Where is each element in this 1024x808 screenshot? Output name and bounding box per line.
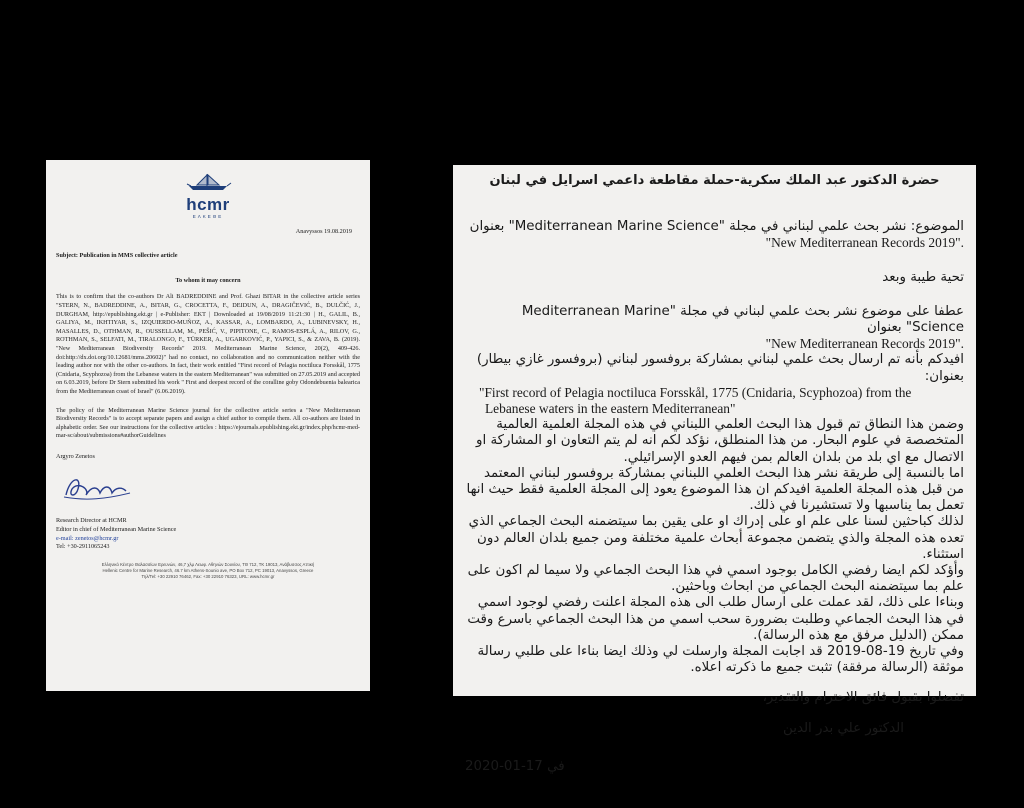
footer-english-address: Hellenic Centre for Marine Research, 46.7 km Athens-Sounio ave, PO Box 712, PC 19013, Anavyssos, Greece — [102, 567, 314, 573]
policy-paragraph: The policy of the Mediterranean Marine Science journal for the collective article series a "New Mediterranean Biodiversity Records" is to accept separate papers and assign a chief author to compile them. All co-authors are listed in alphabetic order. See our instructions for the collective articles : https://ejournals.epublishing.ekt.gr/index.php/hcmr-med-mar-sc/about/submissions#authorGuidelines — [56, 406, 360, 440]
subject-line-1: الموضوع: نشر بحث علمي لبناني في مجلة "Mediterranean Marine Science" بعنوان — [469, 219, 964, 235]
hcmr-logo — [56, 172, 360, 220]
para2: وضمن هذا النطاق تم قبول هذا البحث العلمي اللبناني في هذه المجلة العلمية العالمية المتخصصة في علوم البحار. من هذا المنطلق، نؤكد لكم انه لم يتم التعاون او المشاركة او الاتصال مع اي بلد من بلدان العالم بمن فيهم العدو الإسرائيلي. — [476, 417, 964, 465]
signature-line: الدكتور علي بدر الدين — [783, 720, 904, 736]
signer-name: Argyro Zenetos — [56, 452, 95, 460]
signer-email[interactable]: e-mail: zenetos@hcmr.gr — [56, 534, 119, 542]
letter-date: 2020-01-17 — [465, 758, 543, 774]
institution-footer — [56, 562, 360, 580]
footer-contact: Τηλ/Tel: +30 22910 76462, Fax: +30 22910 76323, URL: www.hcmr.gr — [141, 573, 275, 579]
ship-logo-icon — [183, 172, 233, 192]
signer-title-1: Research Director at HCMR — [56, 517, 127, 525]
hcmr-letter — [46, 160, 370, 691]
salutation: To whom it may concern — [175, 276, 241, 284]
para3: اما بالنسبة إلى طريقة نشر هذا البحث العلمي اللبناني بمشاركة بروفسور لبناني المعتمد من قبل هذه المجلة العلمية افيدكم ان هذا الموضوع يعود إلى المجلة العلمية فقط حيث انها تعمل بما يناسبها ولا تستشيرنا في ذلك. — [466, 465, 964, 514]
signature-icon — [56, 467, 136, 505]
greeting: تحية طيبة وبعد — [882, 269, 964, 285]
para5: وأؤكد لكم ايضا رفضي الكامل بوجود اسمي في هذا البحث الجماعي ولا سيما لم اكون على علم بما سيتضمنه البحث الجماعي من ابحاث وباحثين. — [467, 563, 964, 595]
para7: وفي تاريخ 19-08-2019 قد اجابت المجلة وارسلت لي وذلك ايضا بناءا على طلبي رسالة موثقة (الرسالة مرفقة) تثبت جميع ما ذكرته اعلاه. — [477, 644, 964, 676]
english-title-line-1: "First record of Pelagia noctiluca Forsskål, 1775 (Cnidaria, Scyphozoa) from the — [479, 384, 912, 400]
confirmation-paragraph: This is to confirm that the co-authors Dr Ali BADREDDINE and Prof. Ghazi BITAR in the collective article series "STERN, N., BADREDDINE, A., BITAR, G., CROCETTA, F., DEIDUN, A., DRAGIČEVIĆ, B., DULČIĆ, J., DURGHAM, http://epublishing.ekt.gr | e-Publisher: EKT | Downloaded at 19/08/2019 11:21:30 | H., GALIL, B., GALIYA, M., IKHTIYAR, S., IZQUIERDO-MUÑOZ, A., KASSAR, A., LOMBARDO, A., LUBINEVSKY, H., MASALLES, D., OTHMAN, R., OUSSELLAM, M., PEŠIĆ, V., PIPITONE, C., RAMOS-ESPLÁ, A., RILOV, G., ROTHMAN, S., SELFATI, M., TIRALONGO, F., TÜRKER, A., UGARKOVIĆ, P., YAPICI, S., & ZAVA, B. (2019). "New Mediterranean Biodiversity Records" 2019. Mediterranean Marine Science, 20(2), 409-426. doi:http://dx.doi.org/10.12681/mms.20602)" had no contact, no collaboration and no communication neither with the leading author nor with the other co-authors. In fact, their work entitled "First record of Pelagia noctiluca Forsskål, 1775 (Cnidaria, Scyphozoa) from the Lebanese waters in the eastern Mediterranean" was submitted on 27.05.2019 and accepted on 6.03.2019, before Dr Stern submitted his work " First and deepest record of the coralline goby Odondebuenia balearica from the Mediterranean coast of Israel" (6.06.2019). — [56, 293, 360, 395]
para4: لذلك كباحثين لسنا على علم او على إدراك او على يقين بما سيتضمنه البحث الجماعي الذي تعده هذه المجلة والذي يتضمن مجموعة أبحاث علمية مختلفة ومن جميع بلدان العالم دون استثناء. — [468, 514, 964, 562]
para1-line-2: "New Mediterranean Records 2019". — [765, 336, 964, 352]
para1-line-3: افيدكم بأنه تم ارسال بحث علمي لبناني بمشاركة بروفسور لبناني (بروفسور غازي بيطار) بعنوان: — [476, 352, 964, 384]
date-label: في — [547, 758, 565, 774]
signer-details — [56, 517, 360, 551]
arabic-letter — [453, 165, 976, 774]
para6: وبناءا على ذلك، لقد عملت على ارسال طلب الى هذه المجلة اعلنت رفضي لوجود اسمي في هذا البحث الجماعي وطلبت بضرورة سحب اسمي من هذا البحث الجماعي باسرع وقت ممكن (الدليل مرفق مع هذه الرسالة). — [467, 595, 964, 643]
date-line — [465, 759, 964, 775]
logo-name: hcmr — [186, 194, 230, 214]
para1-line-1: عطفا على موضوع نشر بحث علمي لبناني في مجلة "Mediterranean Marine Science" بعنوان — [521, 303, 964, 336]
logo-tagline: ΕΛΚΕΘΕ — [192, 213, 224, 219]
footer-greek-address: Ελληνικό Κέντρο Θαλασσίων Ερευνών, 46,7 χλμ Λεωφ. Αθηνών Σουνίου, ΤΘ 712, ΤΚ 19013, Ανάβυσσος Αττική — [101, 561, 315, 567]
signer-tel: Tel: +30-2911065243 — [56, 543, 110, 551]
signer-title-2: Editor in chief of Mediterranean Marine Science — [56, 526, 177, 534]
letter-subject: Subject: Publication in MMS collective article — [56, 252, 178, 260]
subject-line-2: "New Mediterranean Records 2019". — [765, 235, 964, 251]
letter-date: Anavyssos 19.08.2019 — [295, 227, 352, 235]
closing: تفضلوا بقبول فائق الاحترام والتقدير، — [762, 690, 964, 706]
letter-addressee: حضرة الدكتور عبد الملك سكرية-حملة مقاطعة داعمي اسرايل في لبنان — [489, 173, 940, 188]
english-title-line-2: Lebanese waters in the eastern Mediterranean" — [485, 401, 736, 417]
handwritten-signature — [56, 467, 360, 507]
